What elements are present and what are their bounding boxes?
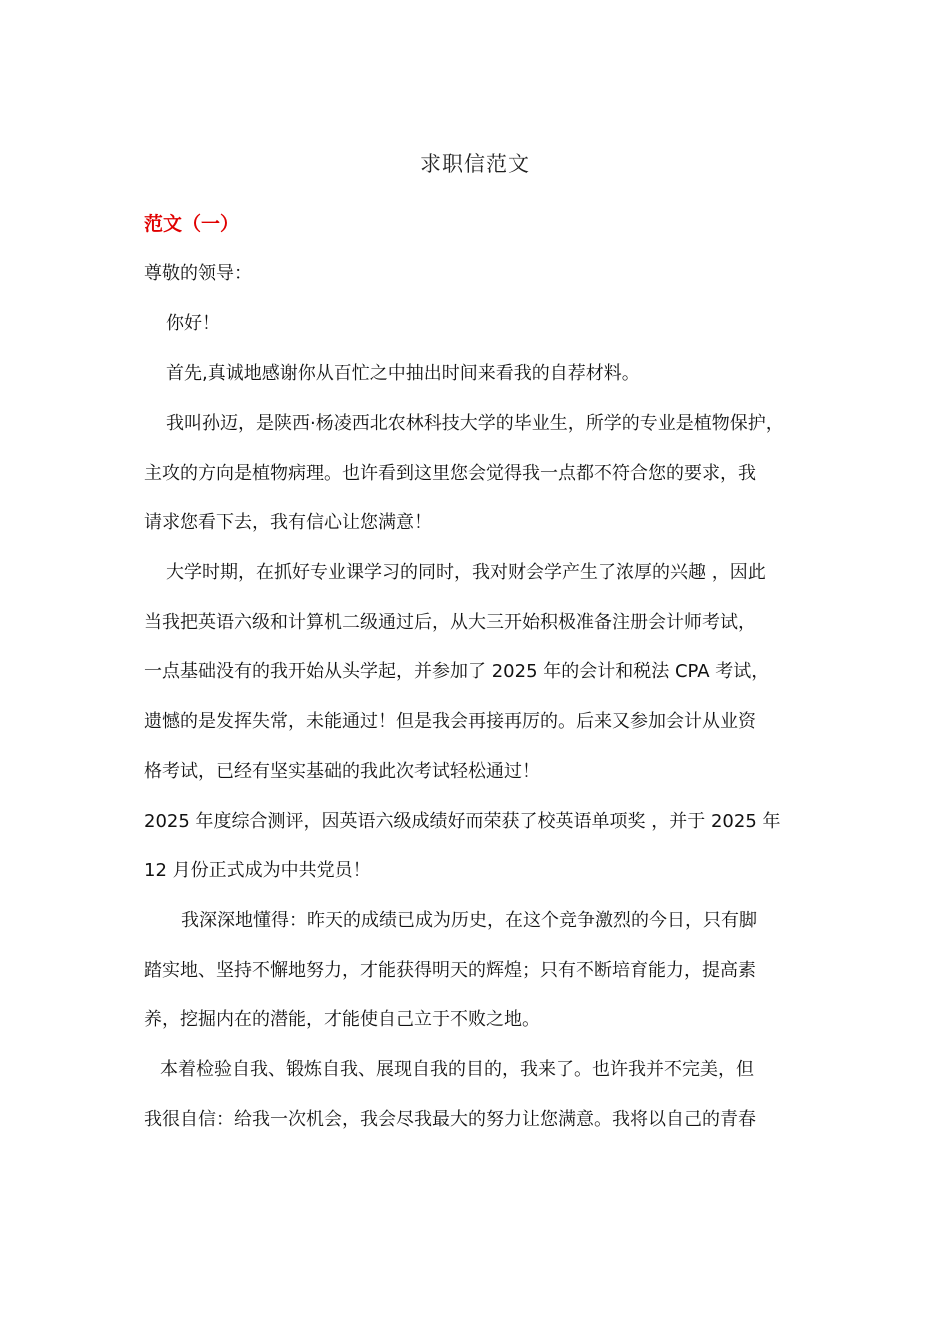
paragraph-line: 本着检验自我、锻炼自我、展现自我的目的，我来了。也许我并不完美，但 (160, 1059, 754, 1080)
paragraph-line: 大学时期，在抓好专业课学习的同时，我对财会学产生了浓厚的兴趣 ，因此 (166, 562, 766, 583)
paragraph-line: 一点基础没有的我开始从头学起，并参加了 2025 年的会计和税法 CPA 考试， (144, 661, 770, 682)
document-title: 求职信范文 (420, 152, 530, 176)
paragraph-line: 2025 年度综合测评，因英语六级成绩好而荣获了校英语单项奖 ，并于 2025 年 (144, 811, 781, 832)
salutation: 尊敬的领导： (144, 263, 252, 284)
paragraph-line: 我叫孙迈，是陕西·杨凌西北农林科技大学的毕业生，所学的专业是植物保护， (166, 413, 784, 434)
section-heading: 范文（一） (144, 213, 240, 235)
paragraph-line: 首先,真诚地感谢你从百忙之中抽出时间来看我的自荐材料。 (166, 363, 640, 384)
paragraph-line: 遗憾的是发挥失常，未能通过！但是我会再接再厉的。后来又参加会计从业资 (144, 711, 756, 732)
paragraph-line: 12 月份正式成为中共党员！ (144, 860, 371, 881)
paragraph-line: 踏实地、坚持不懈地努力，才能获得明天的辉煌；只有不断培育能力，提高素 (144, 960, 756, 981)
paragraph-line: 格考试，已经有坚实基础的我此次考试轻松通过！ (144, 761, 540, 782)
paragraph-line: 请求您看下去，我有信心让您满意！ (144, 512, 432, 533)
paragraph-line: 主攻的方向是植物病理。也许看到这里您会觉得我一点都不符合您的要求，我 (144, 463, 756, 484)
paragraph-line: 我很自信：给我一次机会，我会尽我最大的努力让您满意。我将以自己的青春 (144, 1109, 756, 1130)
greeting: 你好！ (166, 313, 220, 334)
paragraph-line: 当我把英语六级和计算机二级通过后，从大三开始积极准备注册会计师考试， (144, 612, 756, 633)
paragraph-line: 我深深地懂得：昨天的成绩已成为历史，在这个竞争激烈的今日，只有脚 (181, 910, 757, 931)
paragraph-line: 养，挖掘内在的潜能，才能使自己立于不败之地。 (144, 1009, 540, 1030)
